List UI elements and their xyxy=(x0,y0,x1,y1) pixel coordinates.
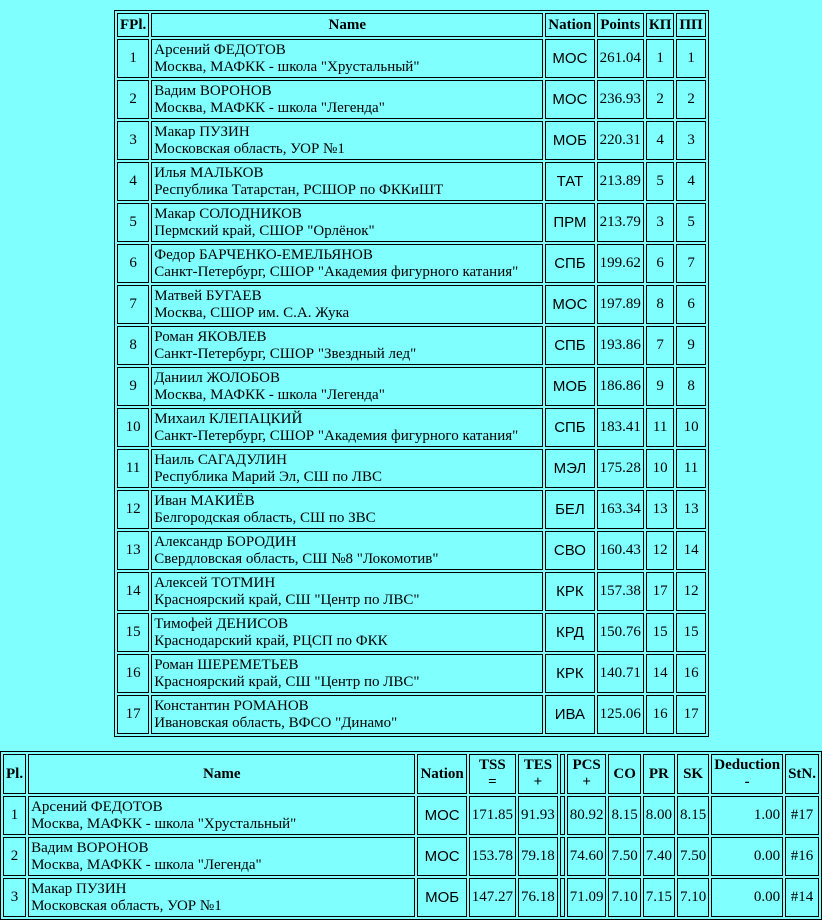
athlete-cell xyxy=(28,878,415,917)
segment-header-row xyxy=(3,754,819,794)
athlete-cell xyxy=(151,654,543,693)
sk-cell: 7.10 xyxy=(677,878,709,917)
nation-cell: КРК xyxy=(545,572,594,611)
table-row xyxy=(117,531,706,570)
athlete-club: Москва, МАФКК - школа "Легенда" xyxy=(154,99,385,116)
nation-cell: МОБ xyxy=(545,367,594,406)
athlete-name: Арсений ФЕДОТОВ xyxy=(154,41,286,58)
place-cell: 15 xyxy=(117,613,149,652)
fs-place-cell: 15 xyxy=(676,613,705,652)
table-row xyxy=(117,80,706,119)
sp-place-cell: 15 xyxy=(646,613,675,652)
col-tss: TSS = xyxy=(469,754,516,794)
co-cell: 8.15 xyxy=(608,796,640,835)
deduction-cell: 0.00 xyxy=(711,878,783,917)
points-cell: 183.41 xyxy=(597,408,644,447)
athlete-cell xyxy=(151,572,543,611)
athlete-club: Красноярский край, СШ "Центр по ЛВС" xyxy=(154,673,420,690)
sp-place-cell: 6 xyxy=(646,244,675,283)
athlete-name: Макар ПУЗИН xyxy=(154,123,250,140)
place-cell: 14 xyxy=(117,572,149,611)
start-number-cell: #17 xyxy=(785,796,819,835)
fs-place-cell: 10 xyxy=(676,408,705,447)
place-cell: 17 xyxy=(117,695,149,734)
col-deduction: Deduction - xyxy=(711,754,783,794)
col-sp: КП xyxy=(646,13,675,37)
sp-place-cell: 8 xyxy=(646,285,675,324)
col-name: Name xyxy=(28,754,415,794)
tss-cell: 153.78 xyxy=(469,837,516,876)
spacer-cell xyxy=(560,837,565,876)
athlete-club: Красноярский край, СШ "Центр по ЛВС" xyxy=(154,591,420,608)
athlete-club: Санкт-Петербург, СШОР "Академия фигурного катания" xyxy=(154,263,519,280)
tes-cell: 79.18 xyxy=(518,837,558,876)
athlete-name: Матвей БУГАЕВ xyxy=(154,287,262,304)
athlete-club: Москва, МАФКК - школа "Легенда" xyxy=(154,386,385,403)
place-cell: 1 xyxy=(3,796,26,835)
nation-cell: ТАТ xyxy=(545,162,594,201)
co-cell: 7.50 xyxy=(608,837,640,876)
fs-place-cell: 3 xyxy=(676,121,705,160)
place-cell: 3 xyxy=(3,878,26,917)
col-spacer xyxy=(560,754,565,794)
fs-place-cell: 6 xyxy=(676,285,705,324)
table-row xyxy=(117,695,706,734)
athlete-name: Вадим ВОРОНОВ xyxy=(31,839,149,856)
athlete-name: Алексей ТОТМИН xyxy=(154,574,276,591)
place-cell: 12 xyxy=(117,490,149,529)
col-fpl: FPl. xyxy=(117,13,149,37)
place-cell: 2 xyxy=(3,837,26,876)
sp-place-cell: 12 xyxy=(646,531,675,570)
athlete-cell xyxy=(151,80,543,119)
sp-place-cell: 5 xyxy=(646,162,675,201)
athlete-cell xyxy=(151,121,543,160)
table-row xyxy=(117,654,706,693)
nation-cell: ИВА xyxy=(545,695,594,734)
athlete-club: Санкт-Петербург, СШОР "Академия фигурного катания" xyxy=(154,427,519,444)
place-cell: 3 xyxy=(117,121,149,160)
points-cell: 160.43 xyxy=(597,531,644,570)
athlete-cell xyxy=(151,326,543,365)
table-row xyxy=(117,285,706,324)
athlete-club: Московская область, УОР №1 xyxy=(31,897,222,914)
final-header-row xyxy=(117,13,706,37)
fs-place-cell: 17 xyxy=(676,695,705,734)
sk-cell: 8.15 xyxy=(677,796,709,835)
tss-cell: 171.85 xyxy=(469,796,516,835)
athlete-club: Москва, МАФКК - школа "Хрустальный" xyxy=(31,815,297,832)
sp-place-cell: 16 xyxy=(646,695,675,734)
col-pr: PR xyxy=(643,754,675,794)
fs-place-cell: 9 xyxy=(676,326,705,365)
athlete-club: Республика Татарстан, РСШОР по ФККиШТ xyxy=(154,181,444,198)
co-cell: 7.10 xyxy=(608,878,640,917)
table-row xyxy=(117,244,706,283)
nation-cell: КРК xyxy=(545,654,594,693)
athlete-name: Вадим ВОРОНОВ xyxy=(154,82,272,99)
col-stn: StN. xyxy=(785,754,819,794)
start-number-cell: #14 xyxy=(785,878,819,917)
points-cell: 213.79 xyxy=(597,203,644,242)
sp-place-cell: 14 xyxy=(646,654,675,693)
pcs-cell: 74.60 xyxy=(567,837,607,876)
nation-cell: МОС xyxy=(417,837,466,876)
athlete-cell xyxy=(151,39,543,78)
table-row xyxy=(117,572,706,611)
athlete-cell xyxy=(151,244,543,283)
athlete-cell xyxy=(151,613,543,652)
sp-place-cell: 2 xyxy=(646,80,675,119)
athlete-cell xyxy=(28,796,415,835)
col-pl: Pl. xyxy=(3,754,26,794)
final-results-table xyxy=(114,10,709,737)
col-points: Points xyxy=(597,13,644,37)
fs-place-cell: 7 xyxy=(676,244,705,283)
nation-cell: МЭЛ xyxy=(545,449,594,488)
points-cell: 140.71 xyxy=(597,654,644,693)
pr-cell: 8.00 xyxy=(643,796,675,835)
athlete-cell xyxy=(151,203,543,242)
fs-place-cell: 13 xyxy=(676,490,705,529)
sp-place-cell: 13 xyxy=(646,490,675,529)
nation-cell: МОС xyxy=(545,285,594,324)
fs-place-cell: 1 xyxy=(676,39,705,78)
col-nation: Nation xyxy=(545,13,594,37)
place-cell: 11 xyxy=(117,449,149,488)
athlete-club: Ивановская область, ВФСО "Динамо" xyxy=(154,714,398,731)
tes-cell: 91.93 xyxy=(518,796,558,835)
athlete-club: Москва, МАФКК - школа "Легенда" xyxy=(31,856,262,873)
points-cell: 186.86 xyxy=(597,367,644,406)
athlete-club: Санкт-Петербург, СШОР "Звездный лед" xyxy=(154,345,417,362)
pr-cell: 7.15 xyxy=(643,878,675,917)
nation-cell: МОБ xyxy=(417,878,466,917)
pcs-cell: 71.09 xyxy=(567,878,607,917)
points-cell: 261.04 xyxy=(597,39,644,78)
nation-cell: МОБ xyxy=(545,121,594,160)
athlete-cell xyxy=(151,490,543,529)
nation-cell: МОС xyxy=(417,796,466,835)
col-tes: TES + xyxy=(518,754,558,794)
nation-cell: МОС xyxy=(545,80,594,119)
place-cell: 7 xyxy=(117,285,149,324)
table-row xyxy=(117,408,706,447)
athlete-club: Москва, МАФКК - школа "Хрустальный" xyxy=(154,58,420,75)
athlete-cell xyxy=(151,285,543,324)
nation-cell: СПБ xyxy=(545,244,594,283)
points-cell: 236.93 xyxy=(597,80,644,119)
athlete-cell xyxy=(151,449,543,488)
athlete-cell xyxy=(151,531,543,570)
athlete-name: Константин РОМАНОВ xyxy=(154,697,309,714)
deduction-cell: 1.00 xyxy=(711,796,783,835)
athlete-club: Пермский край, СШОР "Орлёнок" xyxy=(154,222,375,239)
points-cell: 199.62 xyxy=(597,244,644,283)
athlete-cell xyxy=(151,408,543,447)
nation-cell: СПБ xyxy=(545,408,594,447)
points-cell: 157.38 xyxy=(597,572,644,611)
sk-cell: 7.50 xyxy=(677,837,709,876)
athlete-name: Наиль САГАДУЛИН xyxy=(154,451,287,468)
athlete-club: Белгородская область, СШ по ЗВС xyxy=(154,509,376,526)
fs-place-cell: 2 xyxy=(676,80,705,119)
place-cell: 16 xyxy=(117,654,149,693)
athlete-name: Федор БАРЧЕНКО-ЕМЕЛЬЯНОВ xyxy=(154,246,373,263)
tss-cell: 147.27 xyxy=(469,878,516,917)
table-row xyxy=(117,367,706,406)
table-row xyxy=(117,449,706,488)
col-name: Name xyxy=(151,13,543,37)
points-cell: 163.34 xyxy=(597,490,644,529)
athlete-name: Макар СОЛОДНИКОВ xyxy=(154,205,302,222)
sp-place-cell: 9 xyxy=(646,367,675,406)
pcs-cell: 80.92 xyxy=(567,796,607,835)
athlete-name: Тимофей ДЕНИСОВ xyxy=(154,615,289,632)
sp-place-cell: 17 xyxy=(646,572,675,611)
place-cell: 9 xyxy=(117,367,149,406)
athlete-name: Михаил КЛЕПАЦКИЙ xyxy=(154,410,303,427)
nation-cell: ПРМ xyxy=(545,203,594,242)
athlete-name: Александр БОРОДИН xyxy=(154,533,297,550)
points-cell: 213.89 xyxy=(597,162,644,201)
place-cell: 8 xyxy=(117,326,149,365)
spacer-cell xyxy=(560,878,565,917)
athlete-name: Даниил ЖОЛОБОВ xyxy=(154,369,280,386)
place-cell: 6 xyxy=(117,244,149,283)
table-row xyxy=(117,162,706,201)
athlete-club: Московская область, УОР №1 xyxy=(154,140,345,157)
points-cell: 175.28 xyxy=(597,449,644,488)
table-row xyxy=(3,878,819,917)
athlete-name: Роман ШЕРЕМЕТЬЕВ xyxy=(154,656,299,673)
athlete-club: Краснодарский край, РЦСП по ФКК xyxy=(154,632,388,649)
spacer-cell xyxy=(560,796,565,835)
fs-place-cell: 16 xyxy=(676,654,705,693)
athlete-name: Макар ПУЗИН xyxy=(31,880,127,897)
table-row xyxy=(117,613,706,652)
table-row xyxy=(117,326,706,365)
fs-place-cell: 11 xyxy=(676,449,705,488)
points-cell: 197.89 xyxy=(597,285,644,324)
fs-place-cell: 12 xyxy=(676,572,705,611)
col-nation: Nation xyxy=(417,754,466,794)
place-cell: 5 xyxy=(117,203,149,242)
col-sk: SK xyxy=(677,754,709,794)
nation-cell: МОС xyxy=(545,39,594,78)
col-fs: ПП xyxy=(676,13,705,37)
athlete-cell xyxy=(151,162,543,201)
table-row xyxy=(3,796,819,835)
athlete-cell xyxy=(28,837,415,876)
athlete-name: Иван МАКИЁВ xyxy=(154,492,255,509)
athlete-club: Республика Марий Эл, СШ по ЛВС xyxy=(154,468,382,485)
sp-place-cell: 7 xyxy=(646,326,675,365)
place-cell: 4 xyxy=(117,162,149,201)
place-cell: 1 xyxy=(117,39,149,78)
athlete-name: Илья МАЛЬКОВ xyxy=(154,164,264,181)
sp-place-cell: 1 xyxy=(646,39,675,78)
sp-place-cell: 4 xyxy=(646,121,675,160)
athlete-club: Москва, СШОР им. С.А. Жука xyxy=(154,304,350,321)
place-cell: 13 xyxy=(117,531,149,570)
sp-place-cell: 11 xyxy=(646,408,675,447)
points-cell: 220.31 xyxy=(597,121,644,160)
fs-place-cell: 8 xyxy=(676,367,705,406)
table-row xyxy=(117,39,706,78)
table-row xyxy=(117,203,706,242)
nation-cell: СПБ xyxy=(545,326,594,365)
place-cell: 10 xyxy=(117,408,149,447)
nation-cell: КРД xyxy=(545,613,594,652)
tes-cell: 76.18 xyxy=(518,878,558,917)
fs-place-cell: 4 xyxy=(676,162,705,201)
athlete-club: Свердловская область, СШ №8 "Локомотив" xyxy=(154,550,439,567)
place-cell: 2 xyxy=(117,80,149,119)
nation-cell: БЕЛ xyxy=(545,490,594,529)
athlete-name: Арсений ФЕДОТОВ xyxy=(31,798,163,815)
start-number-cell: #16 xyxy=(785,837,819,876)
athlete-name: Роман ЯКОВЛЕВ xyxy=(154,328,267,345)
sp-place-cell: 3 xyxy=(646,203,675,242)
points-cell: 150.76 xyxy=(597,613,644,652)
athlete-cell xyxy=(151,367,543,406)
table-row xyxy=(3,837,819,876)
col-co: CO xyxy=(608,754,640,794)
table-row xyxy=(117,490,706,529)
table-row xyxy=(117,121,706,160)
col-pcs: PCS + xyxy=(567,754,607,794)
athlete-cell xyxy=(151,695,543,734)
fs-place-cell: 5 xyxy=(676,203,705,242)
sp-place-cell: 10 xyxy=(646,449,675,488)
pr-cell: 7.40 xyxy=(643,837,675,876)
deduction-cell: 0.00 xyxy=(711,837,783,876)
points-cell: 125.06 xyxy=(597,695,644,734)
fs-place-cell: 14 xyxy=(676,531,705,570)
segment-results-table xyxy=(0,751,822,920)
points-cell: 193.86 xyxy=(597,326,644,365)
nation-cell: СВО xyxy=(545,531,594,570)
